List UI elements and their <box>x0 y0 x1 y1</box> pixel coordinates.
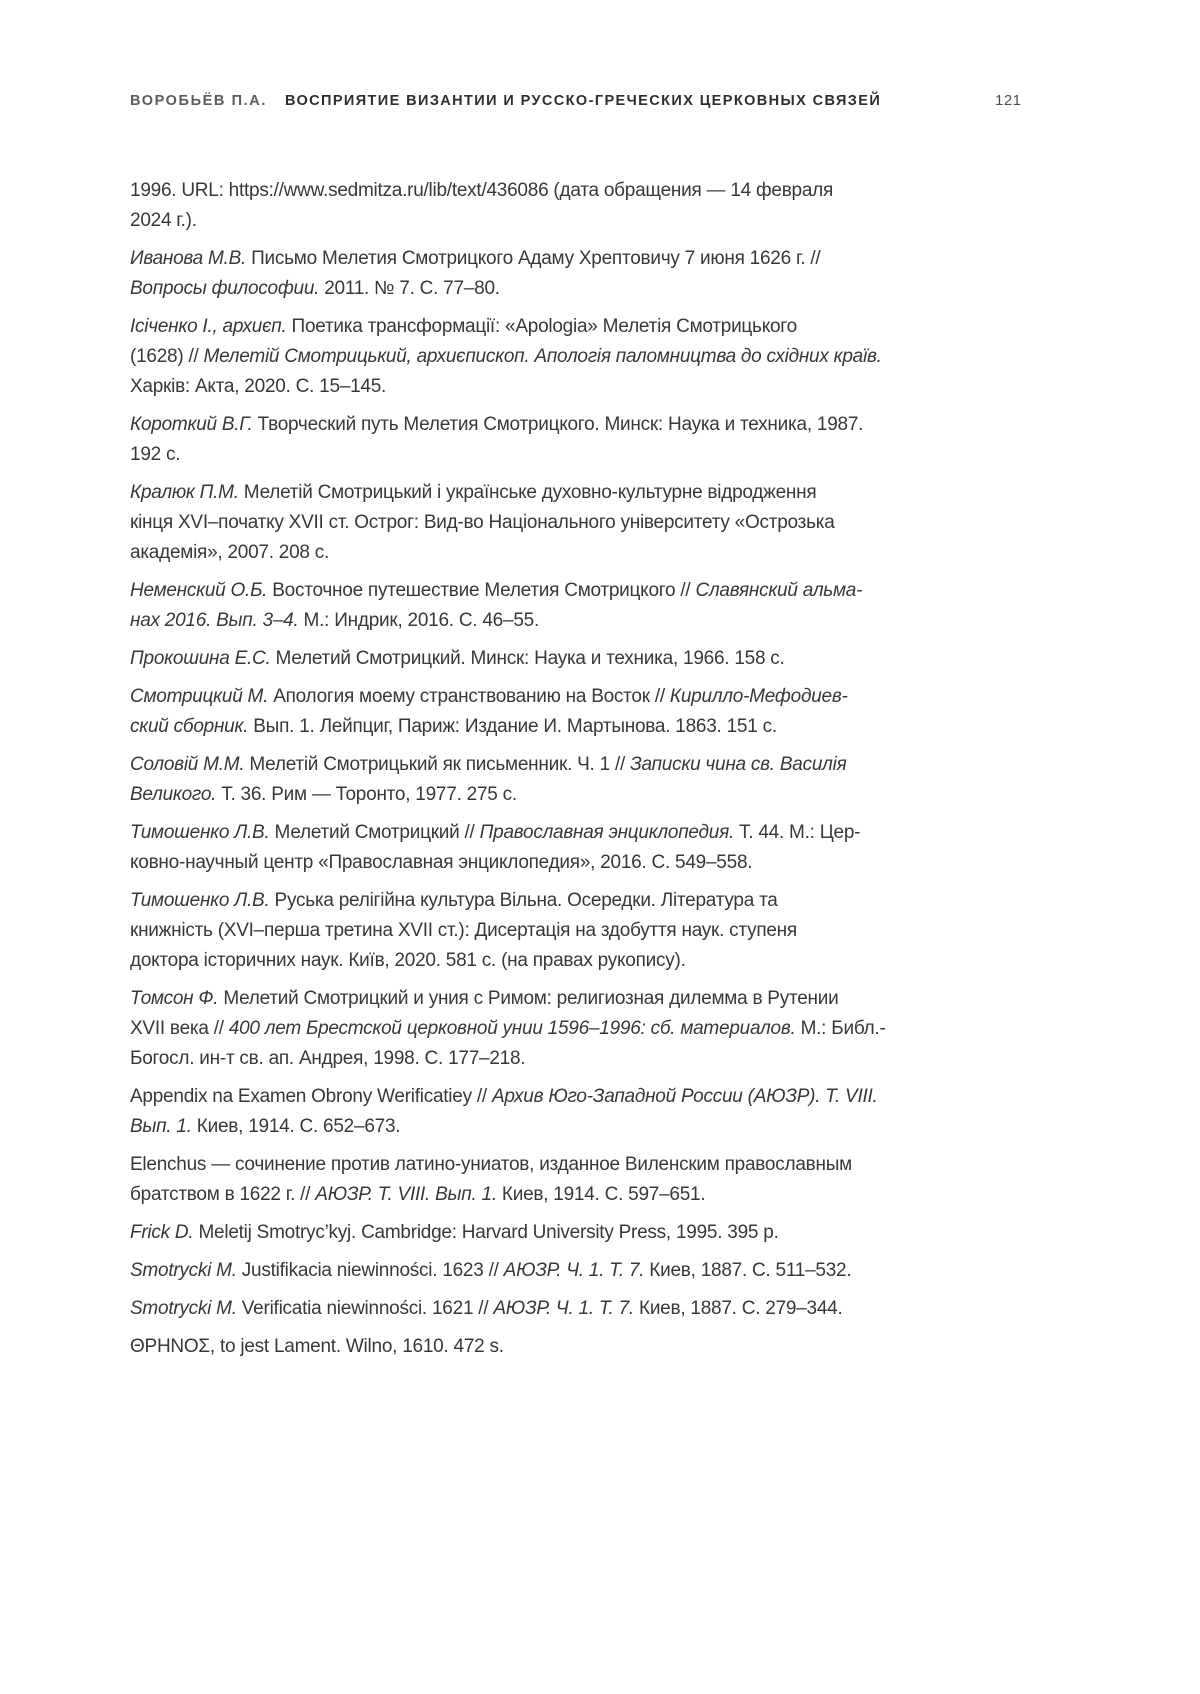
bibliography-line <box>130 916 952 946</box>
bib-segment-italic: Православная энциклопедия. <box>479 822 735 843</box>
bibliography-line <box>130 1044 952 1074</box>
bib-segment: М.: Индрик, 2016. С. 46–55. <box>298 610 539 631</box>
bib-segment-italic: АЮЗР. Ч. 1. Т. 7. <box>503 1260 645 1281</box>
bib-segment: Поетика трансформації: «Apologia» Мелетія Смотрицького <box>286 316 797 337</box>
bib-segment: Мелетій Смотрицький як письменник. Ч. 1 // <box>244 754 631 775</box>
bib-segment: Justifikacia niewinności. 1623 // <box>236 1260 504 1281</box>
bibliography-line <box>130 206 952 236</box>
bibliography <box>130 176 952 1370</box>
bibliography-line <box>130 576 952 606</box>
bib-segment: братством в 1622 г. // <box>130 1184 316 1205</box>
bib-segment-italic: Короткий В.Г. <box>130 414 253 435</box>
bibliography-line <box>130 274 952 304</box>
bib-segment: Т. 36. Рим — Торонто, 1977. 275 с. <box>216 784 517 805</box>
bibliography-entry <box>130 886 952 976</box>
bib-segment-italic: Тимошенко Л.В. <box>130 890 270 911</box>
bib-segment: Творческий путь Мелетия Смотрицкого. Минск: Наука и техника, 1987. <box>252 414 864 435</box>
bib-segment: 192 с. <box>130 444 181 465</box>
bib-segment-italic: Записки чина св. Василія <box>630 754 847 775</box>
bibliography-line <box>130 644 952 674</box>
bib-segment-italic: ский сборник. <box>130 716 249 737</box>
bibliography-line <box>130 1294 952 1324</box>
bib-segment-italic: АЮЗР. Ч. 1. Т. 7. <box>493 1298 634 1319</box>
bibliography-line <box>130 440 952 470</box>
bibliography-entry <box>130 1294 952 1324</box>
bibliography-line <box>130 946 952 976</box>
bibliography-entry <box>130 1256 952 1286</box>
bib-segment-italic: Ісіченко І., архиєп. <box>130 316 287 337</box>
bib-segment: ΘΡΗΝΟΣ, to jest Lament. Wilno, 1610. 472 s. <box>130 1336 504 1357</box>
bib-segment: Киев, 1887. С. 511–532. <box>644 1260 852 1281</box>
bib-segment: 1996. URL: https://www.sedmitza.ru/lib/text/436086 (дата обращения — 14 февраля <box>130 180 834 201</box>
bibliography-line <box>130 606 952 636</box>
bibliography-entry <box>130 1082 952 1142</box>
bibliography-entry <box>130 750 952 810</box>
bib-segment: Апология моему странствованию на Восток // <box>268 686 670 707</box>
bib-segment: 2011. № 7. С. 77–80. <box>319 278 500 299</box>
bibliography-line <box>130 342 952 372</box>
bib-segment-italic: Смотрицкий М. <box>130 686 269 707</box>
bib-segment-italic: Тимошенко Л.В. <box>130 822 270 843</box>
bib-segment: Мелетий Смотрицкий // <box>269 822 480 843</box>
bibliography-entry <box>130 1332 952 1362</box>
bib-segment-italic: Томсон Ф. <box>130 988 219 1009</box>
bib-segment: Appendix na Examen Obrony Werificatiey // <box>130 1086 492 1107</box>
header-title: ВОСПРИЯТИЕ ВИЗАНТИИ И РУССКО-ГРЕЧЕСКИХ ЦЕРКОВНЫХ СВЯЗЕЙ <box>284 93 882 109</box>
bibliography-line <box>130 1332 952 1362</box>
bibliography-line <box>130 1180 952 1210</box>
bib-segment: Т. 44. М.: Цер- <box>734 822 861 843</box>
bib-segment: 2024 г.). <box>130 210 197 231</box>
bib-segment-italic: Frick D. <box>130 1222 194 1243</box>
bibliography-line <box>130 176 952 206</box>
bib-segment: доктора історичних наук. Київ, 2020. 581 с. (на правах рукопису). <box>130 950 686 971</box>
bib-segment-italic: Славянский альма- <box>695 580 863 601</box>
bib-segment-italic: Кралюк П.М. <box>130 482 239 503</box>
bib-segment-italic: 400 лет Брестской церковной унии 1596–1996: сб. материалов. <box>228 1018 796 1039</box>
bib-segment: Verificatia niewinności. 1621 // <box>236 1298 494 1319</box>
bib-segment-italic: Мелетій Смотрицький, архиєпископ. Апологія паломництва до східних країв. <box>203 346 882 367</box>
bibliography-entry <box>130 818 952 878</box>
bibliography-entry <box>130 244 952 304</box>
bib-segment: Вып. 1. Лейпциг, Париж: Издание И. Мартынова. 1863. 151 с. <box>248 716 777 737</box>
bib-segment: академія», 2007. 208 с. <box>130 542 330 563</box>
bib-segment-italic: Кирилло-Мефодиев- <box>669 686 848 707</box>
bib-segment: Мелетій Смотрицький і українське духовно-культурне відродження <box>238 482 817 503</box>
bibliography-line <box>130 1150 952 1180</box>
bib-segment: М.: Библ.- <box>795 1018 886 1039</box>
bibliography-entry <box>130 1218 952 1248</box>
bibliography-line <box>130 1112 952 1142</box>
bibliography-line <box>130 1082 952 1112</box>
bib-segment-italic: АЮЗР. Т. VIII. Вып. 1. <box>315 1184 497 1205</box>
bib-segment: кінця XVI–початку XVII ст. Острог: Вид-во Національного університету «Острозька <box>130 512 835 533</box>
bibliography-line <box>130 682 952 712</box>
bib-segment-italic: Соловій М.М. <box>130 754 245 775</box>
bibliography-entry <box>130 410 952 470</box>
bibliography-line <box>130 712 952 742</box>
bibliography-line <box>130 848 952 878</box>
bib-segment: Мелетий Смотрицкий. Минск: Наука и техника, 1966. 158 с. <box>270 648 785 669</box>
bibliography-line <box>130 780 952 810</box>
bib-segment: Elenchus — сочинение против латино-униатов, изданное Виленским православным <box>130 1154 852 1175</box>
bibliography-line <box>130 244 952 274</box>
bib-segment: Богосл. ин-т св. ап. Андрея, 1998. С. 177–218. <box>130 1048 526 1069</box>
bib-segment: (1628) // <box>130 346 204 367</box>
bibliography-line <box>130 1218 952 1248</box>
bibliography-line <box>130 372 952 402</box>
bibliography-entry <box>130 984 952 1074</box>
bib-segment: Киев, 1887. С. 279–344. <box>633 1298 843 1319</box>
bibliography-entry <box>130 1150 952 1210</box>
bib-segment: XVII века // <box>130 1018 229 1039</box>
bib-segment: Meletij Smotryc’kyj. Cambridge: Harvard University Press, 1995. 395 p. <box>193 1222 779 1243</box>
bib-segment-italic: Smotrycki M. <box>130 1260 237 1281</box>
bib-segment-italic: Вып. 1. <box>130 1116 192 1137</box>
bibliography-line <box>130 538 952 568</box>
bibliography-entry <box>130 176 952 236</box>
bibliography-line <box>130 508 952 538</box>
bibliography-line <box>130 312 952 342</box>
bibliography-line <box>130 886 952 916</box>
bibliography-line <box>130 478 952 508</box>
bib-segment-italic: Прокошина Е.С. <box>130 648 271 669</box>
bib-segment: Харків: Акта, 2020. С. 15–145. <box>130 376 387 397</box>
bibliography-line <box>130 1014 952 1044</box>
bib-segment: ковно-научный центр «Православная энциклопедия», 2016. С. 549–558. <box>130 852 753 873</box>
bibliography-entry <box>130 576 952 636</box>
bib-segment-italic: Неменский О.Б. <box>130 580 268 601</box>
page-number: 121 <box>995 92 1022 109</box>
bib-segment-italic: Архив Юго-Западной России (АЮЗР). Т. VIII. <box>491 1086 878 1107</box>
bibliography-entry <box>130 644 952 674</box>
bib-segment-italic: Smotrycki M. <box>130 1298 237 1319</box>
bibliography-entry <box>130 312 952 402</box>
bib-segment: Киев, 1914. С. 597–651. <box>496 1184 706 1205</box>
bibliography-entry <box>130 478 952 568</box>
bib-segment-italic: нах 2016. Вып. 3–4. <box>130 610 299 631</box>
header-author: ВОРОБЬЁВ П.А. <box>130 93 267 109</box>
bib-segment: Восточное путешествие Мелетия Смотрицкого // <box>267 580 696 601</box>
bibliography-line <box>130 1256 952 1286</box>
bib-segment: Руська релігійна культура Вільна. Осередки. Література та <box>269 890 778 911</box>
bib-segment-italic: Великого. <box>130 784 217 805</box>
bibliography-line <box>130 410 952 440</box>
bib-segment: Письмо Мелетия Смотрицкого Адаму Хрептовичу 7 июня 1626 г. // <box>246 248 821 269</box>
bib-segment: Мелетий Смотрицкий и уния с Римом: религиозная дилемма в Рутении <box>218 988 839 1009</box>
bibliography-line <box>130 984 952 1014</box>
bib-segment-italic: Вопросы философии. <box>130 278 320 299</box>
bib-segment: книжність (XVI–перша третина XVII ст.): Дисертація на здобуття наук. ступеня <box>130 920 797 941</box>
bibliography-entry <box>130 682 952 742</box>
bib-segment-italic: Иванова М.В. <box>130 248 247 269</box>
bib-segment: Киев, 1914. С. 652–673. <box>191 1116 401 1137</box>
running-header <box>130 92 1070 114</box>
bibliography-line <box>130 750 952 780</box>
bibliography-line <box>130 818 952 848</box>
